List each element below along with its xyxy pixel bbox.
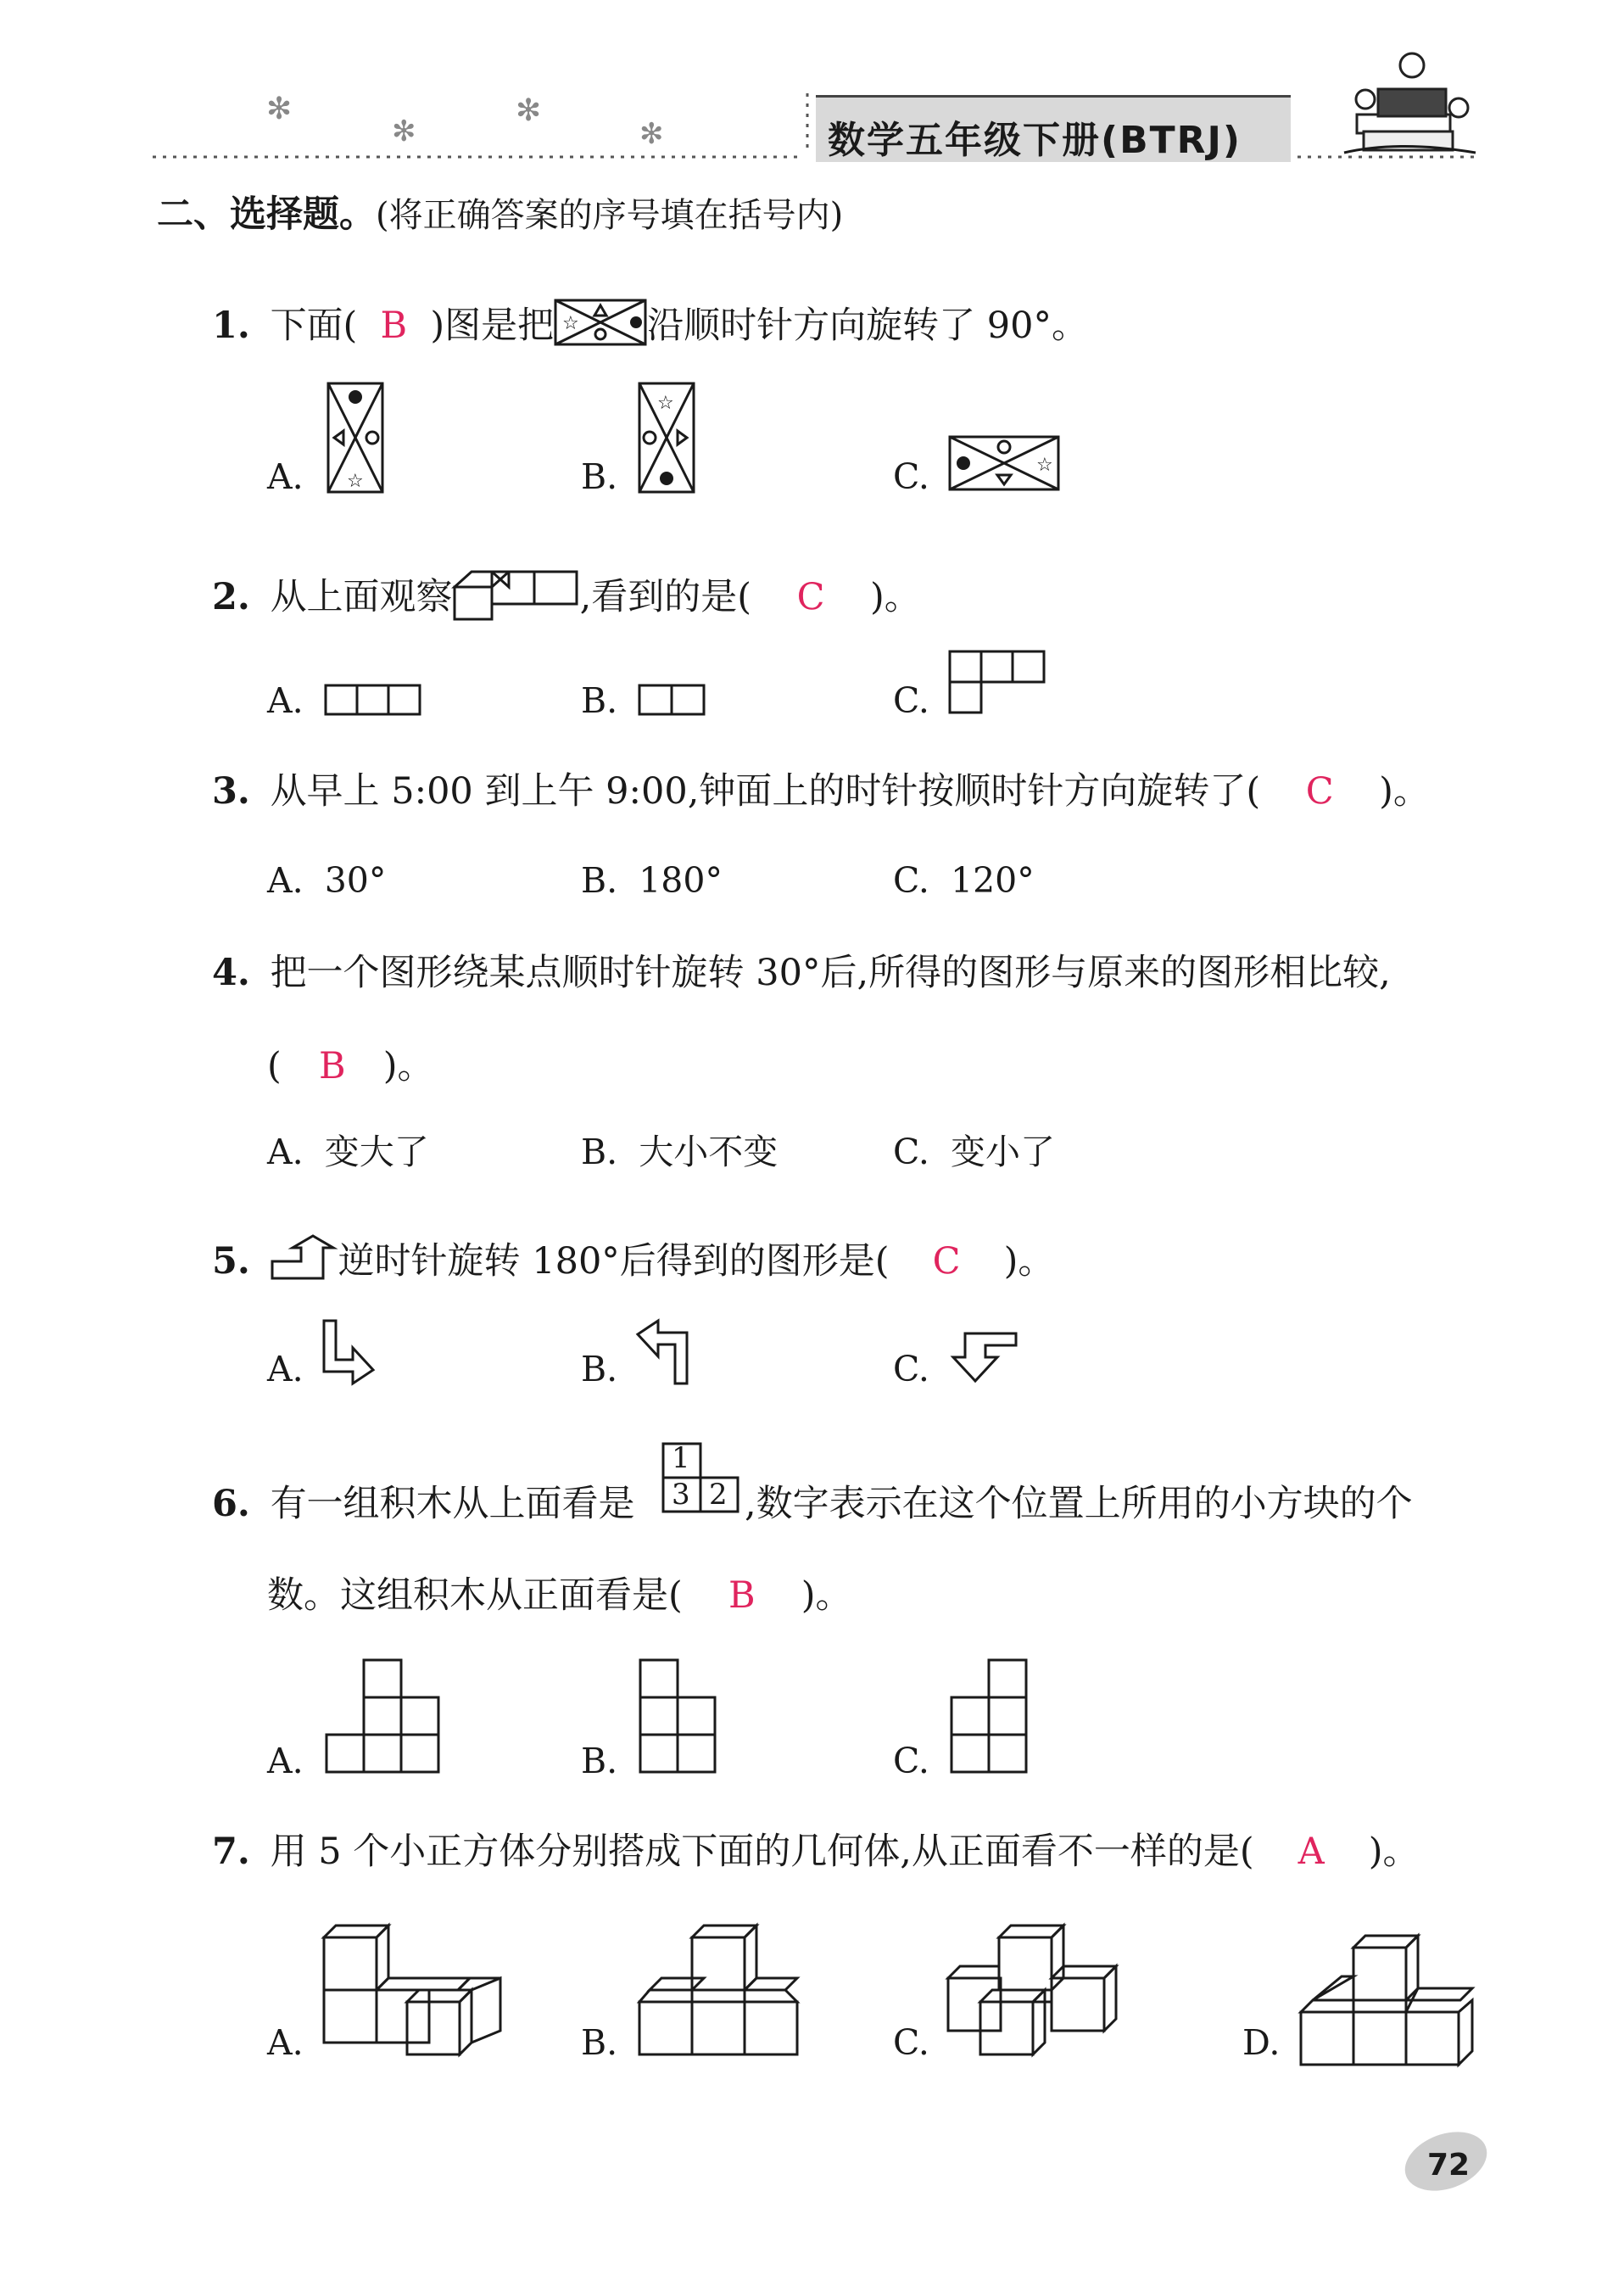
option-label: B. bbox=[581, 860, 618, 901]
answer-blank[interactable]: C bbox=[796, 576, 825, 618]
option-text: 30° bbox=[324, 860, 387, 901]
option-b[interactable] bbox=[581, 1132, 779, 1172]
option-label: A. bbox=[267, 860, 304, 901]
section-instruction: (将正确答案的序号填在括号内) bbox=[376, 196, 844, 235]
option-label: A. bbox=[267, 1132, 304, 1172]
book-title: 数学五年级下册(BTRJ) bbox=[828, 119, 1242, 162]
question-text: 用 5 个小正方体分别搭成下面的几何体,从正面看不一样的是( bbox=[270, 1831, 1254, 1873]
snowflake-icon: ✻ bbox=[516, 93, 542, 128]
option-c-label[interactable]: C. bbox=[893, 2022, 929, 2063]
question-text: 把一个图形绕某点顺时针旋转 30°后,所得的图形与原来的图形相比较, bbox=[270, 952, 1391, 994]
option-a-label[interactable]: A. bbox=[267, 1349, 304, 1389]
snowflake-icon: ✻ bbox=[266, 92, 293, 126]
section-title-line bbox=[157, 193, 844, 236]
answer-blank[interactable]: B bbox=[728, 1574, 756, 1617]
question-text: )。 bbox=[1379, 770, 1430, 813]
option-a-figure[interactable] bbox=[322, 1319, 377, 1387]
option-b-figure[interactable] bbox=[638, 684, 707, 718]
snowflake-icon: ✻ bbox=[392, 115, 416, 148]
option-c[interactable] bbox=[893, 860, 1035, 901]
option-c-figure[interactable] bbox=[950, 1658, 1031, 1777]
option-b-label[interactable]: B. bbox=[581, 456, 618, 497]
top-view-number: 2 bbox=[709, 1478, 728, 1512]
svg-text:☆: ☆ bbox=[347, 471, 364, 492]
option-b-figure[interactable] bbox=[638, 382, 697, 496]
question-number: 1. bbox=[212, 305, 250, 347]
option-b-label[interactable]: B. bbox=[581, 2022, 618, 2063]
option-text: 180° bbox=[639, 860, 723, 901]
answer-blank[interactable]: A bbox=[1298, 1831, 1325, 1873]
option-d-figure[interactable] bbox=[1299, 1926, 1477, 2070]
question-number: 7. bbox=[212, 1831, 250, 1873]
question-text: 数。这组积木从正面看是( bbox=[267, 1574, 683, 1617]
option-label: C. bbox=[893, 860, 929, 901]
option-a[interactable] bbox=[267, 860, 387, 901]
cube-row-figure bbox=[453, 568, 580, 621]
svg-text:☆: ☆ bbox=[1036, 455, 1053, 476]
answer-blank[interactable]: B bbox=[318, 1045, 346, 1087]
option-a-figure[interactable] bbox=[322, 1917, 505, 2065]
answer-blank[interactable]: B bbox=[380, 305, 408, 347]
question-number: 5. bbox=[212, 1240, 250, 1283]
book-title-banner bbox=[816, 95, 1291, 162]
page-number: 72 bbox=[1427, 2148, 1471, 2183]
option-c-label[interactable]: C. bbox=[893, 1741, 929, 1781]
question-text: )。 bbox=[382, 1045, 434, 1087]
question-text: 逆时针旋转 180°后得到的图形是( bbox=[338, 1240, 890, 1283]
option-b-figure[interactable] bbox=[639, 1658, 720, 1777]
option-d-label[interactable]: D. bbox=[1242, 2022, 1281, 2063]
question-text: 下面( bbox=[270, 305, 358, 347]
option-label: C. bbox=[893, 1132, 929, 1172]
option-label: B. bbox=[581, 1132, 618, 1172]
section-title: 二、选择题。 bbox=[157, 193, 376, 236]
option-b-label[interactable]: B. bbox=[581, 1741, 618, 1781]
option-c-label[interactable]: C. bbox=[893, 1349, 929, 1389]
option-c-figure[interactable] bbox=[948, 435, 1063, 493]
question-text: 沿顺时针方向旋转了 90°。 bbox=[647, 305, 1089, 347]
option-a-label[interactable]: A. bbox=[267, 1741, 304, 1781]
question-text: 从早上 5:00 到上午 9:00,钟面上的时针按顺时针方向旋转了( bbox=[270, 770, 1261, 813]
option-c-figure[interactable] bbox=[946, 1917, 1129, 2065]
answer-blank[interactable]: C bbox=[1305, 770, 1334, 813]
option-b[interactable] bbox=[581, 860, 723, 901]
option-b-figure[interactable] bbox=[636, 1319, 690, 1387]
arrow-shape-figure bbox=[271, 1234, 338, 1282]
snowflake-icon: ✻ bbox=[639, 117, 664, 151]
option-b-label[interactable]: B. bbox=[581, 1349, 618, 1389]
question-text: )。 bbox=[1368, 1831, 1420, 1873]
option-text: 大小不变 bbox=[639, 1132, 779, 1172]
question-number: 3. bbox=[212, 770, 250, 813]
question-text: )。 bbox=[801, 1574, 852, 1617]
option-a-figure[interactable] bbox=[324, 684, 424, 718]
question-text: ,数字表示在这个位置上所用的小方块的个 bbox=[745, 1483, 1413, 1525]
svg-text:☆: ☆ bbox=[657, 393, 674, 414]
option-c-figure[interactable] bbox=[948, 650, 1048, 716]
question-number: 6. bbox=[212, 1483, 250, 1525]
kids-reading-books-icon bbox=[1340, 47, 1484, 165]
question-text: )图是把 bbox=[430, 305, 555, 347]
question-text: )。 bbox=[1003, 1240, 1055, 1283]
option-c-label[interactable]: C. bbox=[893, 456, 929, 497]
svg-text:☆: ☆ bbox=[562, 313, 579, 334]
option-a-label[interactable]: A. bbox=[267, 456, 304, 497]
question-text: 有一组积木从上面看是 bbox=[270, 1483, 635, 1525]
question-text: ( bbox=[267, 1045, 282, 1087]
option-a-label[interactable]: A. bbox=[267, 2022, 304, 2063]
option-a[interactable] bbox=[267, 1132, 429, 1172]
option-text: 120° bbox=[951, 860, 1035, 901]
option-text: 变小了 bbox=[951, 1132, 1055, 1172]
top-view-number: 3 bbox=[672, 1478, 690, 1512]
question-text: ,看到的是( bbox=[579, 576, 752, 618]
top-view-number: 1 bbox=[672, 1441, 690, 1475]
option-a-figure[interactable] bbox=[325, 1658, 444, 1777]
option-c-label[interactable]: C. bbox=[893, 680, 929, 721]
question-text: 从上面观察 bbox=[270, 576, 453, 618]
option-a-figure[interactable] bbox=[326, 382, 386, 496]
option-c[interactable] bbox=[893, 1132, 1055, 1172]
original-rectangle-figure bbox=[554, 299, 647, 346]
answer-blank[interactable]: C bbox=[932, 1240, 961, 1283]
option-c-figure[interactable] bbox=[948, 1332, 1021, 1384]
option-b-figure[interactable] bbox=[636, 1917, 801, 2065]
option-a-label[interactable]: A. bbox=[267, 680, 304, 721]
question-number: 4. bbox=[212, 952, 250, 994]
option-b-label[interactable]: B. bbox=[581, 680, 618, 721]
question-number: 2. bbox=[212, 576, 250, 618]
question-text: )。 bbox=[870, 576, 921, 618]
option-text: 变大了 bbox=[324, 1132, 429, 1172]
